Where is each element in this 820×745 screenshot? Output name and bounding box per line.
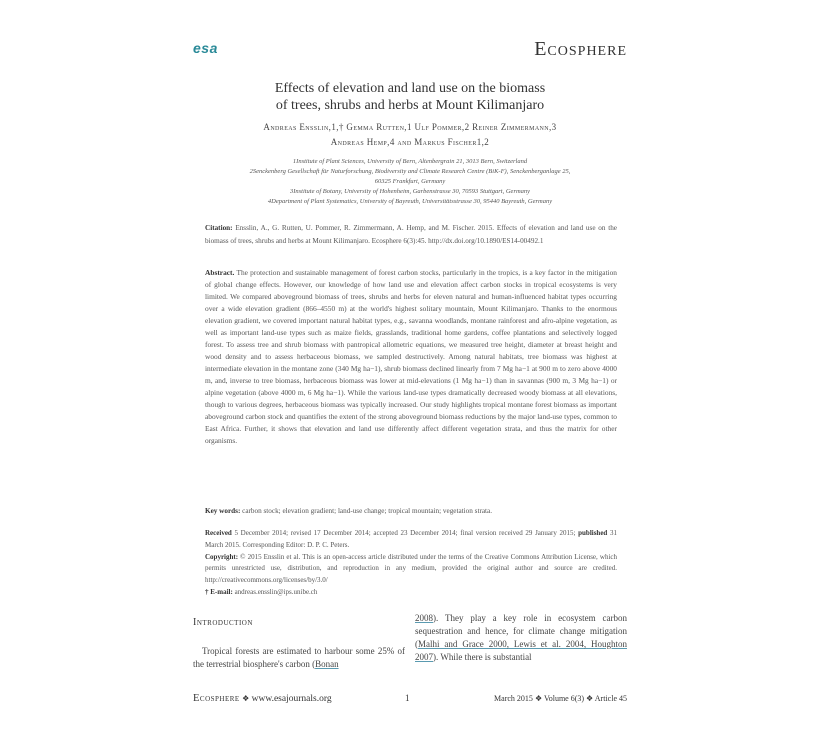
affiliation-4: 4Department of Plant Systematics, University of Bayreuth, Universitätsstrasse 30, 95440 Bayreuth, Germany <box>267 198 553 205</box>
abstract <box>205 267 617 447</box>
citation-link-2008[interactable]: 2008 <box>415 613 433 623</box>
received-line <box>205 528 617 552</box>
published-label: published <box>578 529 608 537</box>
esa-logo: esa <box>193 40 218 56</box>
affiliations <box>205 157 615 207</box>
email-text[interactable]: andreas.ensslin@ips.unibe.ch <box>232 587 318 596</box>
affiliation-1: 1Institute of Plant Sciences, University of Bern, Altenbergrain 21, 3013 Bern, Switzerland <box>292 158 528 165</box>
footer-article: Article 45 <box>594 694 627 703</box>
citation-link-bonan[interactable]: Bonan <box>315 659 339 669</box>
published-text: 31 March 2015. Corresponding Editor: D. P. C. Peters. <box>205 529 618 549</box>
copyright-text: © 2015 Ensslin et al. This is an open-access article distributed under the terms of the Creative Commons Attribution License, which permits unrestricted use, distribution, and reproduction in any medium, provided the original author and source are credited. http://creativecommons.org/licenses/by/3.0/ <box>205 552 617 585</box>
article-history <box>205 528 617 599</box>
keywords-text: carbon stock; elevation gradient; land-use change; tropical mountain; vegetation strata. <box>240 507 493 515</box>
abstract-text: The protection and sustainable management of forest carbon stocks, particularly in the tropics, is a key factor in the mitigation of global change effects. However, our knowledge of how land use and elevation affect carbon stocks in tropical ecosystems is very limited. We compared aboveground biomass of trees, shrubs and herbs for eleven natural and human-influenced habitat types occurring over a wide elevation gradient (866–4550 m) at the world's highest solitary mountain, Mount Kilimanjaro. Thanks to the enormous elevation gradient, we covered important natural habitat types, e.g., savanna woodlands, montane rainforest and afro-alpine vegetation, as well as important land-use types such as maize fields, grasslands, traditional home gardens, coffee plantations and selectively logged forest. To assess tree and shrub biomass with pantropical allometric equations, we measured tree height, diameter at breast height and wood density and to assess herbaceous biomass, we sampled destructively. Among natural habitats, tree biomass was highest at intermediate elevation in the montane zone (340 Mg ha−1), shrub biomass declined linearly from 7 Mg ha−1 at 900 m to zero above 4000 m, and, inverse to tree biomass, herbaceous biomass was lower at mid-elevations (1 Mg ha−1) than in savannas (900 m, 3 Mg ha−1) or alpine vegetation (above 4000 m, 6 Mg ha−1). While the various land-use types dramatically decreased woody biomass at all elevations, though to various degrees, herbaceous biomass was typically increased. Our study highlights tropical montane forest biomass as important aboveground carbon stock and quantifies the extent of the strong aboveground biomass reductions by the major land-use types, common to East Africa. Further, it shows that elevation and land use differently affect different vegetation strata, and thus the matrix for other organisms. <box>205 268 617 445</box>
email-line <box>205 587 617 599</box>
citation-text: Ensslin, A., G. Rutten, U. Pommer, R. Zimmermann, A. Hemp, and M. Fischer. 2015. Effects of elevation and land use on the biomass of trees, shrubs and herbs at Mount Kilimanjaro. Ecosphere 6(3):45. http://dx.doi.org/10.1890/ES14-00492.1 <box>205 224 617 245</box>
copyright-line <box>205 552 617 587</box>
page-number: 1 <box>405 693 410 703</box>
abstract-label: Abstract. <box>205 268 235 277</box>
footer-site[interactable]: www.esajournals.org <box>251 694 332 704</box>
affiliation-2-cont: 60325 Frankfurt, Germany <box>374 178 446 185</box>
intro-right-text-2: ). While there is substantial <box>433 652 532 662</box>
title-line-2: of trees, shrubs and herbs at Mount Kilimanjaro <box>275 98 545 113</box>
title-line-1: Effects of elevation and land use on the biomass <box>274 81 546 96</box>
footer-date: March 2015 <box>494 694 533 703</box>
citation-label: Citation: <box>205 224 233 232</box>
diamond-icon: ❖ <box>534 694 543 703</box>
keywords <box>205 505 617 517</box>
intro-left-text: Tropical forests are estimated to harbour some 25% of the terrestrial biosphere's carbon ( <box>193 646 405 669</box>
intro-right-text-1: ). They play a key role in ecosystem carbon sequestration and hence, for climate change mitigation ( <box>415 613 627 649</box>
authors-line-1: Andreas Ensslin,1,† Gemma Rutten,1 Ulf Pommer,2 Reiner Zimmermann,3 <box>263 122 557 132</box>
intro-column-left <box>193 645 405 671</box>
journal-name: Ecosphere <box>534 38 627 60</box>
author-list <box>193 120 627 150</box>
affiliation-2: 2Senckenberg Gesellschaft für Naturforschung, Biodiversity and Climate Research Centre (BiK-F), Senckenberganlage 25, <box>249 168 571 175</box>
received-text: 5 December 2014; revised 17 December 2014; accepted 23 December 2014; final version received 29 January 2015; <box>231 529 579 537</box>
diamond-icon: ❖ <box>242 694 250 703</box>
citation <box>205 222 617 247</box>
citation-link-malhi-lewis-houghton[interactable]: Malhi and Grace 2000, Lewis et al. 2004, Houghton 2007 <box>415 639 627 662</box>
footer-journal <box>193 693 332 704</box>
intro-column-right <box>415 612 627 664</box>
introduction-heading: Introduction <box>193 617 253 628</box>
email-label: † E-mail: <box>205 587 233 596</box>
affiliation-3: 3Institute of Botany, University of Hohenheim, Garbenstrasse 30, 70593 Stuttgart, Germany <box>289 188 531 195</box>
footer-journal-name: Ecosphere <box>193 693 240 704</box>
copyright-label: Copyright: <box>205 552 239 561</box>
received-label: Received <box>205 529 232 537</box>
keywords-label: Key words: <box>205 507 241 515</box>
authors-line-2: Andreas Hemp,4 and Markus Fischer1,2 <box>330 137 490 147</box>
footer-volume: Volume 6(3) <box>543 694 585 703</box>
paper-title <box>193 80 627 114</box>
footer-issue <box>494 694 627 703</box>
diamond-icon: ❖ <box>586 694 594 703</box>
